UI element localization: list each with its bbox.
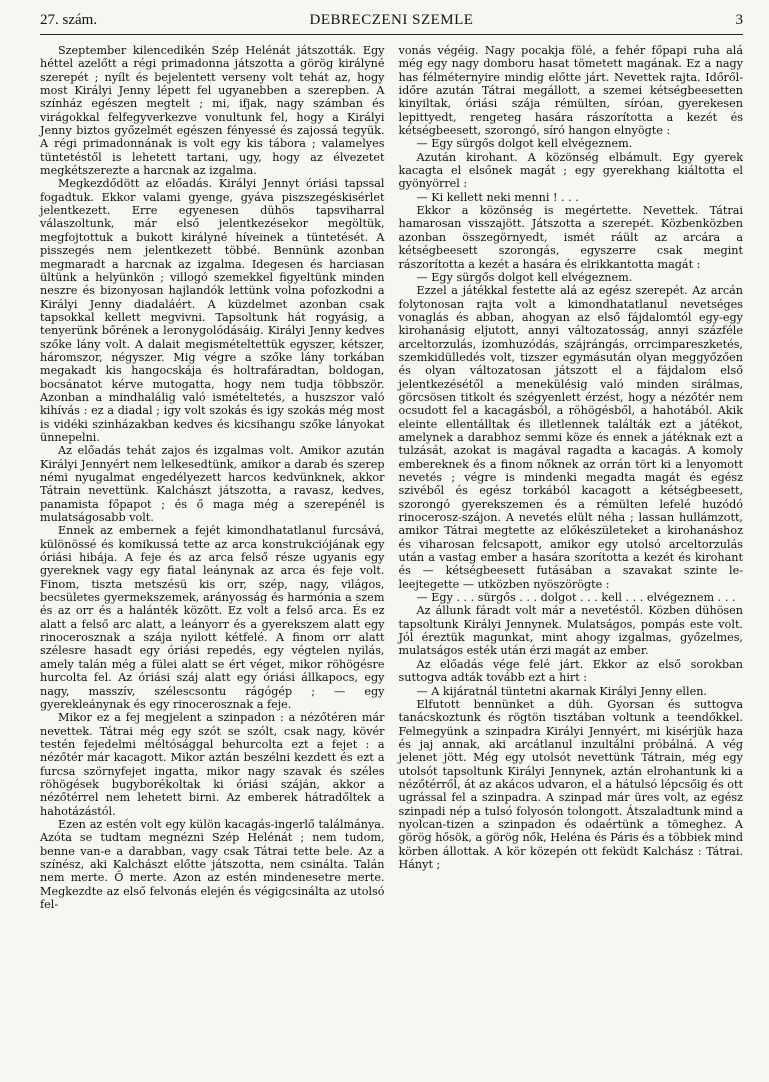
paragraph: Az előadás tehát zajos és izgalmas volt. Amikor azután Királyi Jennyért nem lelkesedtünk, amikor a darab és szerep némi nyugalmat engedélyezett harcos kedvünknek, akkor Tátrain nevettünk. Kalchászt játszotta, a ravasz, kedves, panamista főpapot ; és ő maga még a szerepénél is mulatságosabb volt. [40,444,385,525]
paragraph: Ennek az embernek a fejét kimondhatatlanul furcsává, különössé és komikussá tette az arca konstrukciójának egy óriási hibája. A feje és az arca felső része ugyanis egy gyereknek vagy egy fiatal leánynak az arca és feje volt. Finom, tiszta metszésü kis orr, szép, nagy, világos, becsületes gyermekszemek, arányosság és harmónia a szem és az orr és a halánték között. Ez volt a felső arca. És ez alatt a felső arc alatt, a leányorr és a gyerekszem alatt egy rinocerosznak a szája nyilott kétfelé. A finom orr alatt szélesre hasadt egy óriási repedés, egy végtelen nyilás, amely talán még a fülei alatt se ért véget, mikor röhögésre hurcolta fel. Az óriási száj alatt egy óriási állkapocs, egy nagy, masszív, szélescsontu rágógép ; — egy gyerekleánynak és egy rinocerosznak a feje. [40,524,385,711]
paragraph: Megkezdődött az előadás. Királyi Jennyt óriási tapssal fogadtuk. Ekkor valami gyenge, gyáva piszszegéskisérlet jelentkezett. Erre egyenesen dühös tapsviharral válaszoltunk, már első jelentkezésekor megöltük, megfojtottuk a bukott királyné híveinek a tüntetését. A pisszegés nem jelentkezett többé. Bennünk azonban megmaradt a harcnak az izgalma. Idegesen és harciasan ültünk a helyünkön ; villogó szemekkel figyeltünk minden neszre és bizonyosan hajlandók lettünk volna pofozkodni a Királyi Jenny diadaláért. A küzdelmet azonban csak tapsokkal kellett megvivni. Tapsoltunk hát rogyásig, a tenyerünk bőrének a leronygolódásáig. Királyi Jenny kedves szőke lány volt. A dalait megismételtettük egyszer, kétszer, háromszor, négyszer. Mig végre a szőke lány torkában megakadt kis hangocskája és holtrafáradtan, boldogan, bocsánatot kérve mutogatta, hogy nem tudja többször. Azonban a mindhalálig való ismételtetés, a huszszor való kihívás : ez a diadal ; igy volt szokás és igy szokás még most is vidéki szinházakban kedves és kicsihangu szőke lányokat ünnepelni. [40,177,385,444]
text-columns [40,44,743,911]
journal-title: DEBRECZENI SZEMLE [309,12,474,28]
paragraph: Azután kirohant. A közönség elbámult. Egy gyerek kacagta el elsőnek magát ; egy gyerekhang kiáltotta el gyönyörrel : [398,150,743,191]
paragraph: Elfutott bennünket a düh. Gyorsan és suttogva tanácskoztunk és rögtön tisztában voltunk a teendőkkel. Felmegyünk a szinpadra Királyi Jennyért, mi kisérjük haza és jaj annak, aki arcátlanul inzultálni próbálná. A vég jelenet jött. Még egy utolsót nevettünk Tátrain, még egy utolsót tapsoltunk Királyi Jennynek, aztán elrohantunk ki a nézőtérről, át az akácos udvaron, el a hátulsó lépcsőig és ott ugrással fel a szinpadra. A szinpad már üres volt, az egész szinpadi nép a tulsó folyosón tolongott. Átszaladtunk mind a nyolcan-tizen a szinpadon és odaértünk a tömeghez. A görög hősök, a görög nők, Heléna és Páris és a többiek mind körben állottak. A kör közepén ott feküdt Kalchász : Tátrai. Hányt ; [398,697,743,871]
paragraph: Ezzel a játékkal festette alá az egész szerepét. Az arcán folytonosan rajta volt a kimondhatatlanul nevetséges vonaglás és abban, ahogyan az első fájdalomtól egy-egy kirohanásig eljutott, annyi változatosság, annyi százféle arceltorzulás, izomhuzódás, szájrángás, orrcimpareszketés, szemkidülledés volt, tizszer egymásután olyan meggyőzően és olyan változatosan játszott el a fájdalom első jelentkezésétől a menekülésig való minden sirálmas, görcsösen titkolt és szégyenlett érzést, hogy a nézőtér nem ocsudott fel a kacagásból, a röhögésből, a hahotából. Akik eleinte ellentálltak és illetlennek találták ezt a játékot, amelynek a darabhoz semmi köze és ennek a játéknak ezt a tulzását, azokat is magával ragadta a kacagás. A komoly embereknek és a finom nőknek az orrán tört ki a lenyomott nevetés ; végre is mindenki megadta magát és egész szivéből és egész torkából kacagott a kétségbeesett, szorongó gyerekszemen és a rémülten lefelé huzódó rinocerosz-szájon. A nevetés elült néha ; lassan hullámzott, amikor Tátrai megtette az előkészületeket a kirohanáshoz és viharosan felcsapott, amikor egy utolsó arceltorzulás után a vastag ember a hasára szorította a kezét és kirohant és — kétségbeesett futásában a szavakat szinte le-leejtegette — utközben nyöszörögte : [398,284,743,591]
dialogue-line: — A kijáratnál tüntetni akarnak Királyi Jenny ellen. [416,684,707,698]
paragraph: Szeptember kilencedikén Szép Helénát játszották. Egy héttel azelőtt a régi primadonna játszotta a görög királyné szerepét ; nyílt és bejelentett verseny volt tehát az, hogy most Királyi Jenny lépett fel ugyanebben a szerepben. A színház egészen megtelt ; mi, ifjak, nagy számban és virágokkal felfegyverkezve vonultunk fel, hogy a Királyi Jenny biztos győzelmét egészen fényessé és zajossá tegyük. A régi primadonnának is volt egy kis tábora ; valamelyes tüntetéstől is lehetett tartani, ugy, hogy az élvezetet megkétszerezte a harcnak az izgalma. [40,44,385,178]
paragraph: Az előadás vége felé járt. Ekkor az első sorokban suttogva adták tovább ezt a hirt : [398,657,743,685]
page-number: 3 [735,12,743,28]
issue-number: 27. szám. [40,12,98,28]
page-header [40,8,743,35]
paragraph: Az állunk fáradt volt már a nevetéstől. Közben dühösen tapsoltunk Királyi Jennynek. Mulatságos, pompás este volt. Jól éreztük magunkat, mint ahogy izgalmas, győzelmes, mulatságos esték után érzi magát az ember. [398,604,743,658]
dialogue-line: — Ki kellett neki menni ! . . . [416,190,579,204]
left-column [40,44,385,911]
paragraph: vonás végéig. Nagy pocakja fölé, a fehér főpapi ruha alá még egy nagy domboru hasat tömetett magának. Ez a nagy has félméternyire mindig előtte járt. Nevettek rajta. Időről-időre azután Tátrai megállott, a szemei kétségbeesetten kinyiltak, óriási szája rémülten, síróan, gyerekesen lepittyedt, rengeteg hasára rászorította a kezét és kétségbeesett, szorongó, síró hangon elnyögte : [398,44,743,138]
dialogue-line: — Egy sürgős dolgot kell elvégeznem. [416,270,633,284]
right-column [399,44,744,911]
paragraph: Ezen az estén volt egy külön kacagás-ingerlő találmánya. Azóta se tudtam megnézni Szép Helénát ; nem tudom, benne van-e a darabban, vagy csak Tátrai tette bele. Az a színész, aki Kalchászt előtte játszotta, nem csinálta. Talán nem merte. Ő merte. Azon az estén mindenesetre merte. Megkezdte az első felvonás elején és végigcsinálta az utolsó fel- [40,817,385,911]
paragraph: Ekkor a közönség is megértette. Nevettek. Tátrai hamarosan visszajött. Játszotta a szerepét. Közbenközben azonban összegörnyedt, ismét ráült az arcára a kétségbeesett szorongás, egyszerre csak megint rászorította a kezét a hasára és elrikkantotta magát : [398,204,743,271]
dialogue-line: — Egy sürgős dolgot kell elvégeznem. [416,137,633,151]
paragraph: Mikor ez a fej megjelent a szinpadon : a nézőtéren már nevettek. Tátrai még egy szót se szólt, csak nagy, kövér testén fejedelmi méltósággal behurcolta ezt a fejet : a nézőtér már kacagott. Mikor aztán beszélni kezdett és ezt a furcsa szörnyfejet ingatta, mikor nagy szavak és széles röhögések bugyborékoltak ki óriási száján, akkor a nézőtérrel nem lehetett birni. Az emberek hátradőltek a hahotázástól. [40,711,385,818]
dialogue-line: — Egy . . . sürgős . . . dolgot . . . kell . . . elvégeznem . . . [416,591,736,605]
